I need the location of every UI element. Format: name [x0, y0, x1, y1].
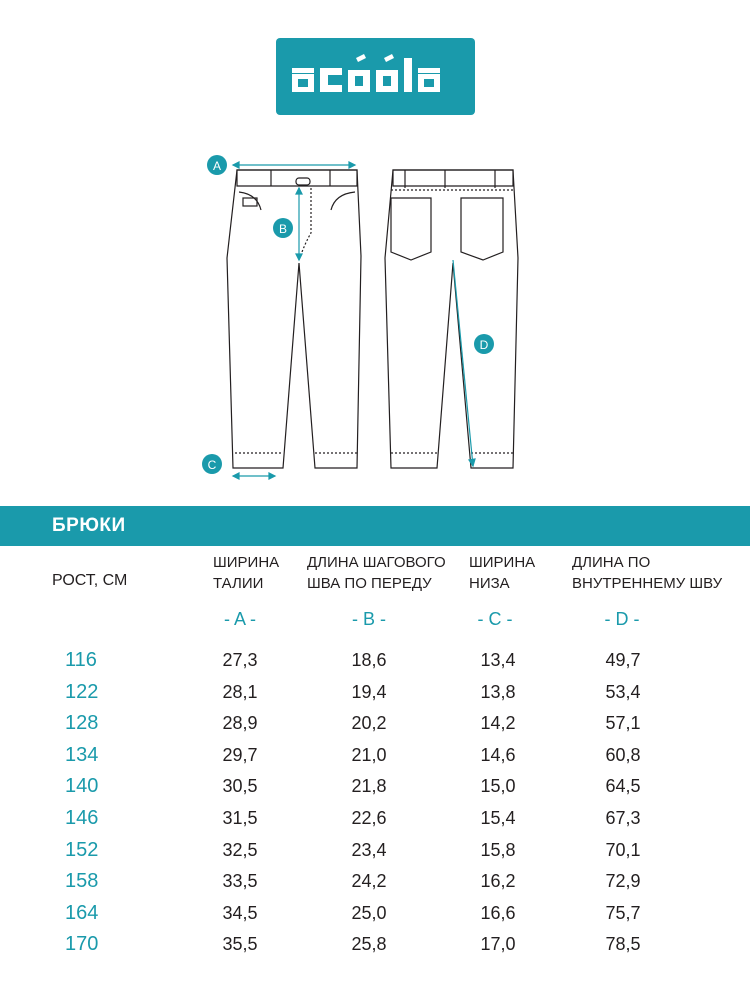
marker-b-label: B — [278, 222, 288, 236]
row-height: 116 — [65, 649, 97, 671]
row-value-d: 75,7 — [605, 902, 641, 923]
row-value-a: 31,5 — [222, 807, 258, 828]
table-row — [0, 803, 750, 835]
table-row — [0, 740, 750, 772]
row-value-b: 19,4 — [351, 681, 387, 702]
row-value-a: 30,5 — [222, 776, 258, 797]
row-value-a: 28,1 — [222, 681, 258, 702]
column-header-a-line1: ШИРИНА — [213, 554, 280, 571]
column-header-b-line2: ШВА ПО ПЕРЕДУ — [307, 575, 432, 592]
row-value-d: 60,8 — [605, 744, 641, 765]
row-value-b: 20,2 — [351, 713, 387, 734]
table-row — [0, 835, 750, 867]
row-value-d: 57,1 — [605, 713, 641, 734]
row-height: 164 — [65, 901, 99, 924]
row-value-c: 14,2 — [480, 713, 516, 734]
row-height: 152 — [65, 838, 99, 861]
row-height: 140 — [65, 775, 99, 798]
table-row — [0, 771, 750, 803]
brand-logo — [276, 38, 475, 115]
row-value-b: 21,8 — [351, 776, 387, 797]
row-value-a: 33,5 — [222, 871, 258, 892]
row-value-c: 15,4 — [480, 807, 516, 828]
column-header-c — [469, 552, 535, 594]
row-value-a: 29,7 — [222, 744, 258, 765]
row-value-a: 28,9 — [222, 713, 258, 734]
pants-measurement-diagram — [195, 148, 535, 488]
row-value-a: 34,5 — [222, 902, 258, 923]
section-title: БРЮКИ — [52, 515, 126, 536]
row-height: 128 — [65, 712, 99, 735]
column-header-b-line1: ДЛИНА ШАГОВОГО — [307, 554, 446, 571]
row-height: 134 — [65, 743, 99, 766]
row-height: 170 — [65, 933, 99, 956]
row-height: 146 — [65, 806, 99, 829]
column-letter-c: - C - — [477, 609, 513, 629]
column-header-d-line2: ВНУТРЕННЕМУ ШВУ — [572, 575, 723, 592]
row-value-d: 72,9 — [605, 871, 641, 892]
marker-d-label: D — [479, 338, 489, 352]
row-value-a: 27,3 — [222, 650, 258, 670]
column-header-d — [572, 552, 722, 594]
marker-c-label: C — [207, 458, 217, 472]
column-header-d-line1: ДЛИНА ПО — [572, 554, 651, 571]
row-value-b: 21,0 — [351, 744, 387, 765]
row-height: 122 — [65, 680, 99, 703]
column-header-c-line1: ШИРИНА — [469, 554, 536, 571]
row-value-d: 64,5 — [605, 776, 641, 797]
column-letter-a: - A - — [223, 609, 256, 629]
row-value-b: 18,6 — [351, 650, 387, 670]
column-header-a-line2: ТАЛИИ — [213, 575, 264, 592]
table-row — [0, 929, 750, 961]
row-value-c: 13,8 — [480, 681, 516, 702]
row-value-c: 13,4 — [480, 650, 516, 670]
front-pants-outline — [227, 170, 361, 468]
pants-illustration — [195, 148, 535, 488]
table-row — [0, 708, 750, 740]
row-value-d: 53,4 — [605, 681, 641, 702]
table-row — [0, 866, 750, 898]
column-header-a — [213, 552, 279, 594]
row-height: 158 — [65, 870, 99, 893]
row-value-b: 23,4 — [351, 839, 387, 860]
section-band — [0, 506, 750, 546]
column-header-b — [307, 552, 446, 594]
table-row — [0, 645, 750, 677]
row-value-a: 32,5 — [222, 839, 258, 860]
row-value-c: 16,6 — [480, 902, 516, 923]
row-value-c: 15,0 — [480, 776, 516, 797]
row-value-c: 15,8 — [480, 839, 516, 860]
row-value-d: 49,7 — [605, 650, 641, 670]
row-value-b: 24,2 — [351, 871, 387, 892]
height-column-header: РОСТ, СМ — [52, 572, 128, 589]
row-value-b: 22,6 — [351, 807, 387, 828]
size-table — [0, 645, 750, 961]
column-letter-d: - D - — [604, 609, 640, 629]
row-value-c: 16,2 — [480, 871, 516, 892]
table-row — [0, 677, 750, 709]
back-pants-outline — [385, 170, 518, 468]
column-letter-b: - B - — [352, 609, 386, 629]
row-value-d: 70,1 — [605, 839, 641, 860]
table-row — [0, 898, 750, 930]
row-value-d: 78,5 — [605, 934, 641, 955]
row-value-b: 25,0 — [351, 902, 387, 923]
marker-a-label: A — [212, 159, 222, 173]
column-header-c-line2: НИЗА — [469, 575, 510, 592]
logo-wordmark — [276, 38, 475, 115]
row-value-b: 25,8 — [351, 934, 387, 955]
row-value-d: 67,3 — [605, 807, 641, 828]
row-value-c: 17,0 — [480, 934, 516, 955]
row-value-c: 14,6 — [480, 744, 516, 765]
row-value-a: 35,5 — [222, 934, 258, 955]
